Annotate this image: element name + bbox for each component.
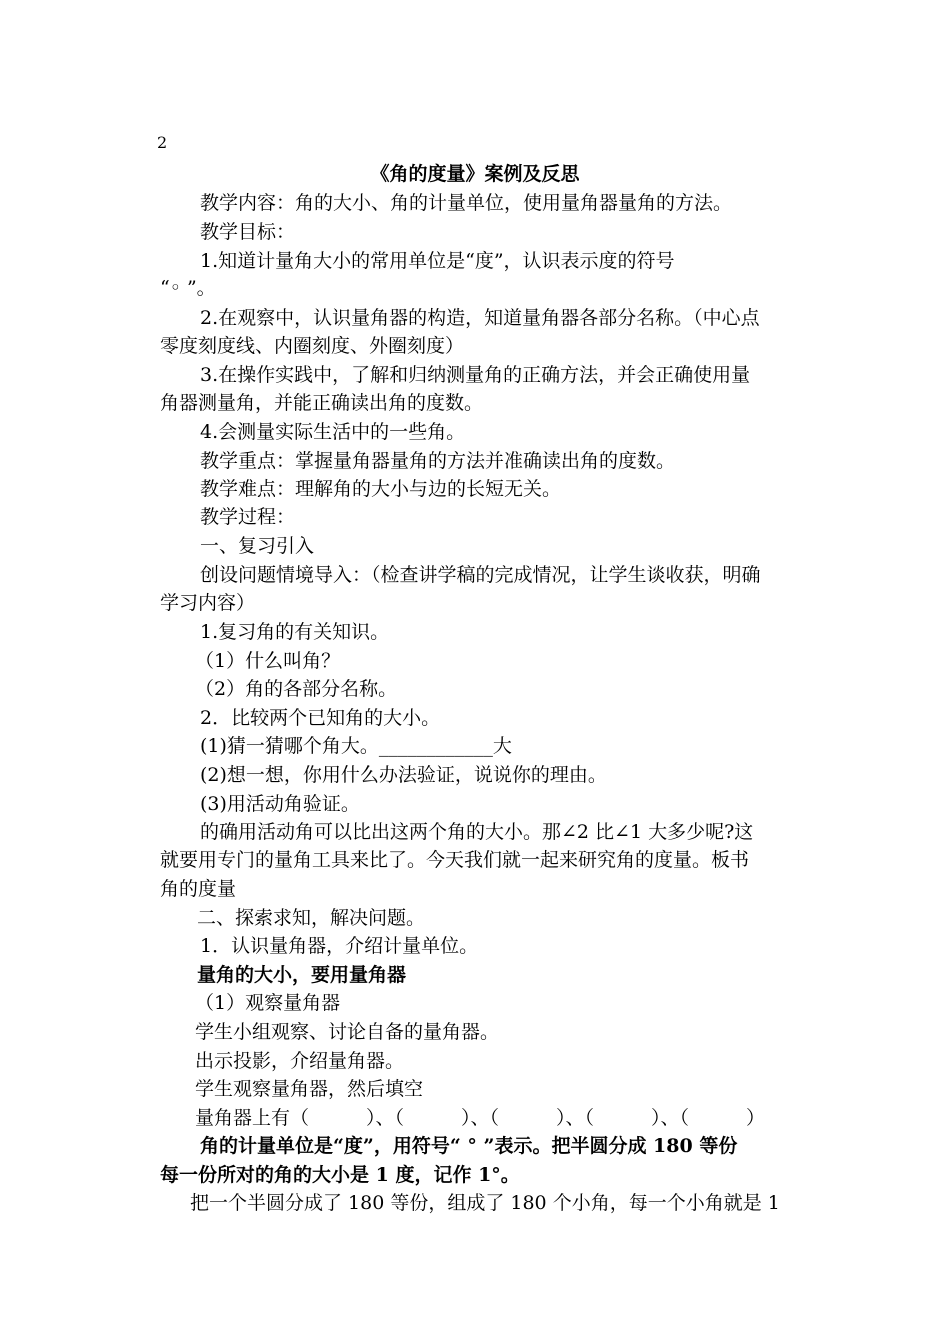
explore-item-1: 1．认识量角器，介绍计量单位。 bbox=[200, 935, 479, 957]
section-1-heading: 一、复习引入 bbox=[200, 535, 315, 557]
goal-2: 2.在观察中，认识量角器的构造，知道量角器各部分名称。（中心点 bbox=[200, 307, 760, 329]
section-2-heading: 二、探索求知，解决问题。 bbox=[197, 907, 426, 929]
review-sub-2: （2）角的各部分名称。 bbox=[195, 678, 398, 700]
protractor-note: 量角的大小，要用量角器 bbox=[197, 964, 407, 986]
observe-line-2: 出示投影，介绍量角器。 bbox=[195, 1050, 405, 1072]
goal-2-cont: 零度刻度线、内圈刻度、外圈刻度） bbox=[160, 335, 465, 357]
document-title: 《角的度量》案例及反思 bbox=[370, 163, 580, 185]
intro-paragraph-cont: 学习内容） bbox=[160, 592, 256, 614]
teaching-content: 教学内容：角的大小、角的计量单位，使用量角器量角的方法。 bbox=[200, 192, 733, 214]
goal-3: 3.在操作实践中，了解和归纳测量角的正确方法，并会正确使用量 bbox=[200, 364, 751, 386]
transition-paragraph-cont: 就要用专门的量角工具来比了。今天我们就一起来研究角的度量。板书 bbox=[160, 849, 750, 871]
goal-4: 4.会测量实际生活中的一些角。 bbox=[200, 421, 466, 443]
unit-definition: 角的计量单位是“度”，用符号“ ° ”表示。把半圆分成 180 等份 bbox=[200, 1135, 738, 1157]
compare-sub-3: (3)用活动角验证。 bbox=[200, 793, 360, 815]
transition-paragraph: 的确用活动角可以比出这两个角的大小。那∠2 比∠1 大多少呢?这 bbox=[200, 821, 754, 843]
intro-paragraph: 创设问题情境导入：（检查讲学稿的完成情况，让学生谈收获，明确 bbox=[200, 564, 761, 586]
observe-heading: （1）观察量角器 bbox=[195, 992, 341, 1014]
observe-line-1: 学生小组观察、讨论自备的量角器。 bbox=[195, 1021, 500, 1043]
compare-sub-2: (2)想一想，你用什么办法验证，说说你的理由。 bbox=[200, 764, 607, 786]
process-heading: 教学过程： bbox=[200, 506, 296, 528]
goal-1-cont: “◦ ”。 bbox=[160, 277, 216, 299]
fill-in-blanks: 量角器上有（ ）、（ ）、（ ）、（ ）、（ ） bbox=[195, 1107, 766, 1129]
review-item-1: 1.复习角的有关知识。 bbox=[200, 621, 390, 643]
difficult-point: 教学难点：理解角的大小与边的长短无关。 bbox=[200, 478, 562, 500]
observe-line-3: 学生观察量角器，然后填空 bbox=[195, 1078, 424, 1100]
compare-sub-1: (1)猜一猜哪个角大。____________大 bbox=[200, 735, 512, 757]
review-item-2: 2．比较两个已知角的大小。 bbox=[200, 707, 441, 729]
teaching-goals-heading: 教学目标： bbox=[200, 221, 296, 243]
transition-paragraph-end: 角的度量 bbox=[160, 878, 237, 900]
page-number: 2 bbox=[157, 133, 168, 152]
goal-1: 1.知道计量角大小的常用单位是“度”，认识表示度的符号 bbox=[200, 250, 675, 272]
unit-definition-cont: 每一份所对的角的大小是 1 度，记作 1°。 bbox=[160, 1164, 520, 1186]
review-sub-1: （1）什么叫角？ bbox=[195, 650, 341, 672]
key-point: 教学重点：掌握量角器量角的方法并准确读出角的度数。 bbox=[200, 450, 676, 472]
semicircle-paragraph: 把一个半圆分成了 180 等份，组成了 180 个小角，每一个小角就是 1 bbox=[190, 1192, 780, 1214]
goal-3-cont: 角器测量角，并能正确读出角的度数。 bbox=[160, 392, 484, 414]
